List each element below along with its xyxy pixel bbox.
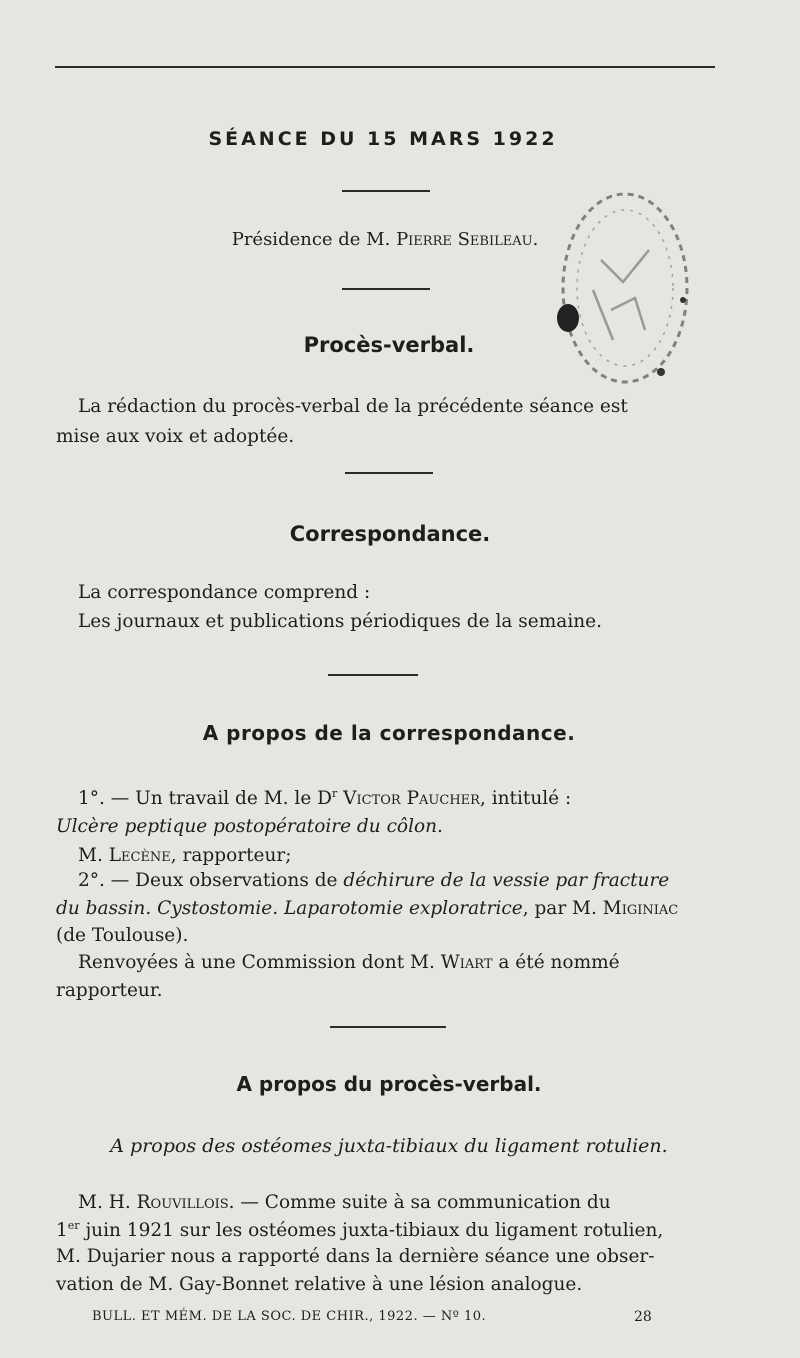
separator	[342, 190, 430, 192]
author-name: Miginiac	[602, 898, 679, 919]
author-name: Victor Paucher	[337, 788, 480, 809]
separator	[328, 674, 418, 676]
separator	[345, 472, 433, 474]
item2-line: 2°. — Deux observations de déchirure de la vessie par fracture	[78, 870, 670, 891]
rouvillois-name: Rouvillois	[136, 1192, 229, 1213]
corr-text-line-2: Les journaux et publications périodiques de la semaine.	[78, 611, 602, 632]
renvoi-line: Renvoyées à une Commission dont M. Wiart a été nommé	[78, 952, 620, 973]
top-rule	[55, 66, 715, 68]
page-number: 28	[634, 1309, 652, 1325]
wiart-name: Wiart	[440, 952, 493, 973]
separator	[330, 1026, 446, 1028]
section-title-correspondance: Correspondance.	[289, 522, 491, 546]
pv-para-line-2: 1er juin 1921 sur les ostéomes juxta-tibiaux du ligament rotulien,	[56, 1219, 664, 1241]
renvoi-line-2: rapporteur.	[56, 980, 163, 1001]
item2-line-3: (de Toulouse).	[56, 925, 189, 946]
pv-para-line-4: vation de M. Gay-Bonnet relative à une lésion analogue.	[56, 1274, 583, 1295]
library-stamp-seal	[553, 190, 693, 390]
section-title-a-propos-pv: A propos du procès-verbal.	[236, 1072, 542, 1096]
presidence-line: Présidence de M. Pierre Sebileau.	[231, 229, 539, 250]
rapporteur-line: M. Lecène, rapporteur;	[78, 845, 292, 866]
footer-citation: BULL. ET MÉM. DE LA SOC. DE CHIR., 1922. — Nº 10.	[92, 1309, 487, 1324]
pv-text-line-2: mise aux voix et adoptée.	[56, 426, 295, 447]
section-title-a-propos-correspondance: A propos de la correspondance.	[202, 721, 576, 745]
subsection-title: A propos des ostéomes juxta-tibiaux du ligament rotulien.	[110, 1135, 668, 1157]
item1-line: 1°. — Un travail de M. le $D^r$ Victor Paucher, intitulé :	[78, 787, 572, 809]
item2-line-2: du bassin. Cystostomie. Laparotomie exploratrice, par M. Miginiac	[56, 898, 679, 919]
president-name: Pierre Sebileau	[396, 229, 533, 250]
corr-text-line-1: La correspondance comprend :	[78, 582, 371, 603]
separator	[342, 288, 430, 290]
pv-para-line-1: M. H. Rouvillois. — Comme suite à sa communication du	[78, 1192, 611, 1213]
session-heading: SÉANCE DU 15 MARS 1922	[208, 128, 558, 150]
pv-text-line-1: La rédaction du procès-verbal de la précédente séance est	[78, 396, 628, 417]
pv-para-line-3: M. Dujarier nous a rapporté dans la dernière séance une obser-	[56, 1246, 655, 1267]
rapporteur-name: Lecène	[108, 845, 171, 866]
item1-title: Ulcère peptique postopératoire du côlon.	[56, 816, 443, 837]
section-title-proces-verbal: Procès-verbal.	[303, 333, 475, 357]
